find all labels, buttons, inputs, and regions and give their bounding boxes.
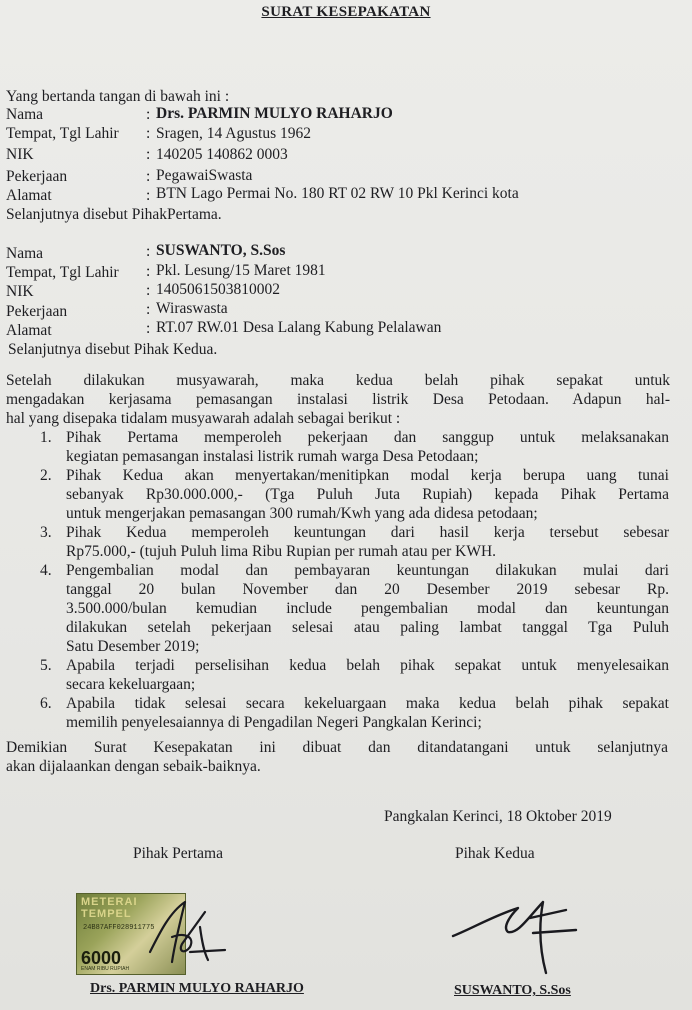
pihak-kedua-label: Pihak Kedua [455, 845, 535, 862]
item-line: tanggal 20 bulan November dan 20 Desember 2019 sebesar Rp. [66, 581, 669, 598]
item-line: dilakukan setelah pekerjaan selesai atau paling lambat tanggal Tga Puluh [66, 619, 669, 636]
item-text [66, 466, 669, 523]
item-line: Pihak Pertama memperoleh pekerjaan dan sanggup untuk melaksanakan [66, 429, 669, 446]
colon: : [146, 301, 151, 318]
colon: : [146, 243, 151, 260]
signature-pihak-kedua [448, 888, 598, 983]
party1-ttl: Sragen, 14 Agustus 1962 [156, 125, 311, 142]
party2-nik: 1405061503810002 [156, 281, 280, 298]
place-date: Pangkalan Kerinci, 18 Oktober 2019 [384, 808, 612, 825]
body-line: hal yang disepaka tidalam musyawarah adalah sebagai berikut : [6, 410, 401, 427]
body-line: mengadakan kerjasama pemasangan instalasi listrik Desa Petodaan. Adapun hal- [6, 391, 670, 408]
colon: : [146, 146, 151, 163]
item-line: memilih penyelesaiannya di Pengadilan Negeri Pangkalan Kerinci; [66, 714, 482, 731]
party2-ttl: Pkl. Lesung/15 Maret 1981 [156, 262, 326, 279]
pihak-pertama-label: Pihak Pertama [133, 845, 223, 862]
item-text [66, 428, 669, 466]
closing-paragraph [6, 738, 668, 776]
item-line: Pihak Kedua akan menyertakan/menitipkan modal kerja berupa uang tunai [66, 467, 669, 484]
party2-alamat-label: Alamat [6, 322, 52, 339]
body-line: Setelah dilakukan musyawarah, maka kedua belah pihak sepakat untuk [6, 372, 670, 389]
party1-nama-label: Nama [6, 106, 44, 123]
colon: : [146, 125, 151, 142]
item-number: 1. [40, 429, 52, 446]
colon: : [146, 263, 151, 280]
party2-pekerjaan: Wiraswasta [156, 300, 228, 317]
list-item [0, 523, 670, 561]
item-line: untuk mengerjakan pemasangan 300 rumah/Kwh yang ada didesa petodaan; [66, 505, 538, 522]
party1-nik-label: NIK [6, 146, 34, 163]
colon: : [146, 168, 151, 185]
item-number: 2. [40, 467, 52, 484]
party2-pekerjaan-label: Pekerjaan [6, 303, 68, 320]
party2-nik-label: NIK [6, 283, 34, 300]
item-line: sebanyak Rp30.000.000,- (Tga Puluh Juta Rupiah) kepada Pihak Pertama [66, 486, 669, 503]
item-number: 5. [40, 657, 52, 674]
document-title: SURAT KESEPAKATAN [261, 4, 431, 20]
party2-ttl-label: Tempat, Tgl Lahir [6, 264, 119, 281]
party1-pekerjaan: PegawaiSwasta [156, 167, 253, 184]
stamp-small-text: ENAM RIBU RUPIAH [81, 966, 130, 972]
item-text [66, 694, 669, 732]
agreement-list [0, 428, 670, 732]
signatory-pihak-pertama: Drs. PARMIN MULYO RAHARJO [90, 981, 304, 996]
colon: : [146, 320, 151, 337]
list-item [0, 561, 670, 656]
item-line: 3.500.000/bulan kemudian include pengembalian modal dan keuntungan [66, 600, 669, 617]
item-line: kegiatan pemasangan instalasi listrik rumah warga Desa Petodaan; [66, 448, 479, 465]
party1-alamat-label: Alamat [6, 187, 52, 204]
colon: : [146, 106, 151, 123]
stamp-serial: 24B87AFF028911775 [83, 924, 155, 932]
item-line: Pihak Kedua memperoleh keuntungan dari hasil kerja tersebut sebesar [66, 524, 669, 541]
party2-nama-label: Nama [6, 245, 44, 262]
item-number: 3. [40, 524, 52, 541]
closing-line: Demikian Surat Kesepakatan ini dibuat dan ditandatangani untuk selanjutnya [6, 739, 668, 756]
signatory-pihak-kedua: SUSWANTO, S.Sos [454, 983, 571, 998]
item-line: Satu Desember 2019; [66, 638, 200, 655]
closing-line: akan dijalaankan dengan sebaik-baiknya. [6, 758, 261, 775]
party2-disebut: Selanjutnya disebut Pihak Kedua. [8, 341, 218, 358]
party1-pekerjaan-label: Pekerjaan [6, 168, 68, 185]
list-item [0, 428, 670, 466]
list-item [0, 466, 670, 523]
stamp-value: 6000 [81, 948, 122, 968]
item-text [66, 656, 669, 694]
intro-text: Yang bertanda tangan di bawah ini : [6, 88, 230, 105]
item-line: secara kekeluargaan; [66, 676, 196, 693]
colon: : [146, 187, 151, 204]
party1-alamat: BTN Lago Permai No. 180 RT 02 RW 10 Pkl Kerinci kota [156, 185, 519, 202]
item-number: 6. [40, 695, 52, 712]
item-line: Apabila terjadi perselisihan kedua belah pihak sepakat untuk menyelesaikan [66, 657, 669, 674]
item-text [66, 561, 669, 656]
list-item [0, 694, 670, 732]
body-paragraph [6, 371, 670, 428]
item-number: 4. [40, 562, 52, 579]
item-text [66, 523, 669, 561]
party1-nama: Drs. PARMIN MULYO RAHARJO [156, 105, 393, 122]
party1-ttl-label: Tempat, Tgl Lahir [6, 125, 119, 142]
party2-alamat: RT.07 RW.01 Desa Lalang Kabung Pelalawan [156, 319, 442, 336]
signature-pihak-pertama [130, 892, 240, 972]
item-line: Rp75.000,- (tujuh Puluh lima Ribu Rupian per rumah atau per KWH. [66, 543, 497, 560]
stamp-text-1: METERAI [81, 896, 138, 908]
party1-nik: 140205 140862 0003 [156, 146, 288, 163]
list-item [0, 656, 670, 694]
party1-disebut: Selanjutnya disebut PihakPertama. [6, 206, 222, 223]
stamp-text-2: TEMPEL [81, 908, 132, 920]
item-line: Apabila tidak selesai secara kekeluargaan maka kedua belah pihak sepakat [66, 695, 669, 712]
item-line: Pengembalian modal dan pembayaran keuntungan dilakukan mulai dari [66, 562, 669, 579]
party2-nama: SUSWANTO, S.Sos [156, 242, 286, 259]
colon: : [146, 282, 151, 299]
